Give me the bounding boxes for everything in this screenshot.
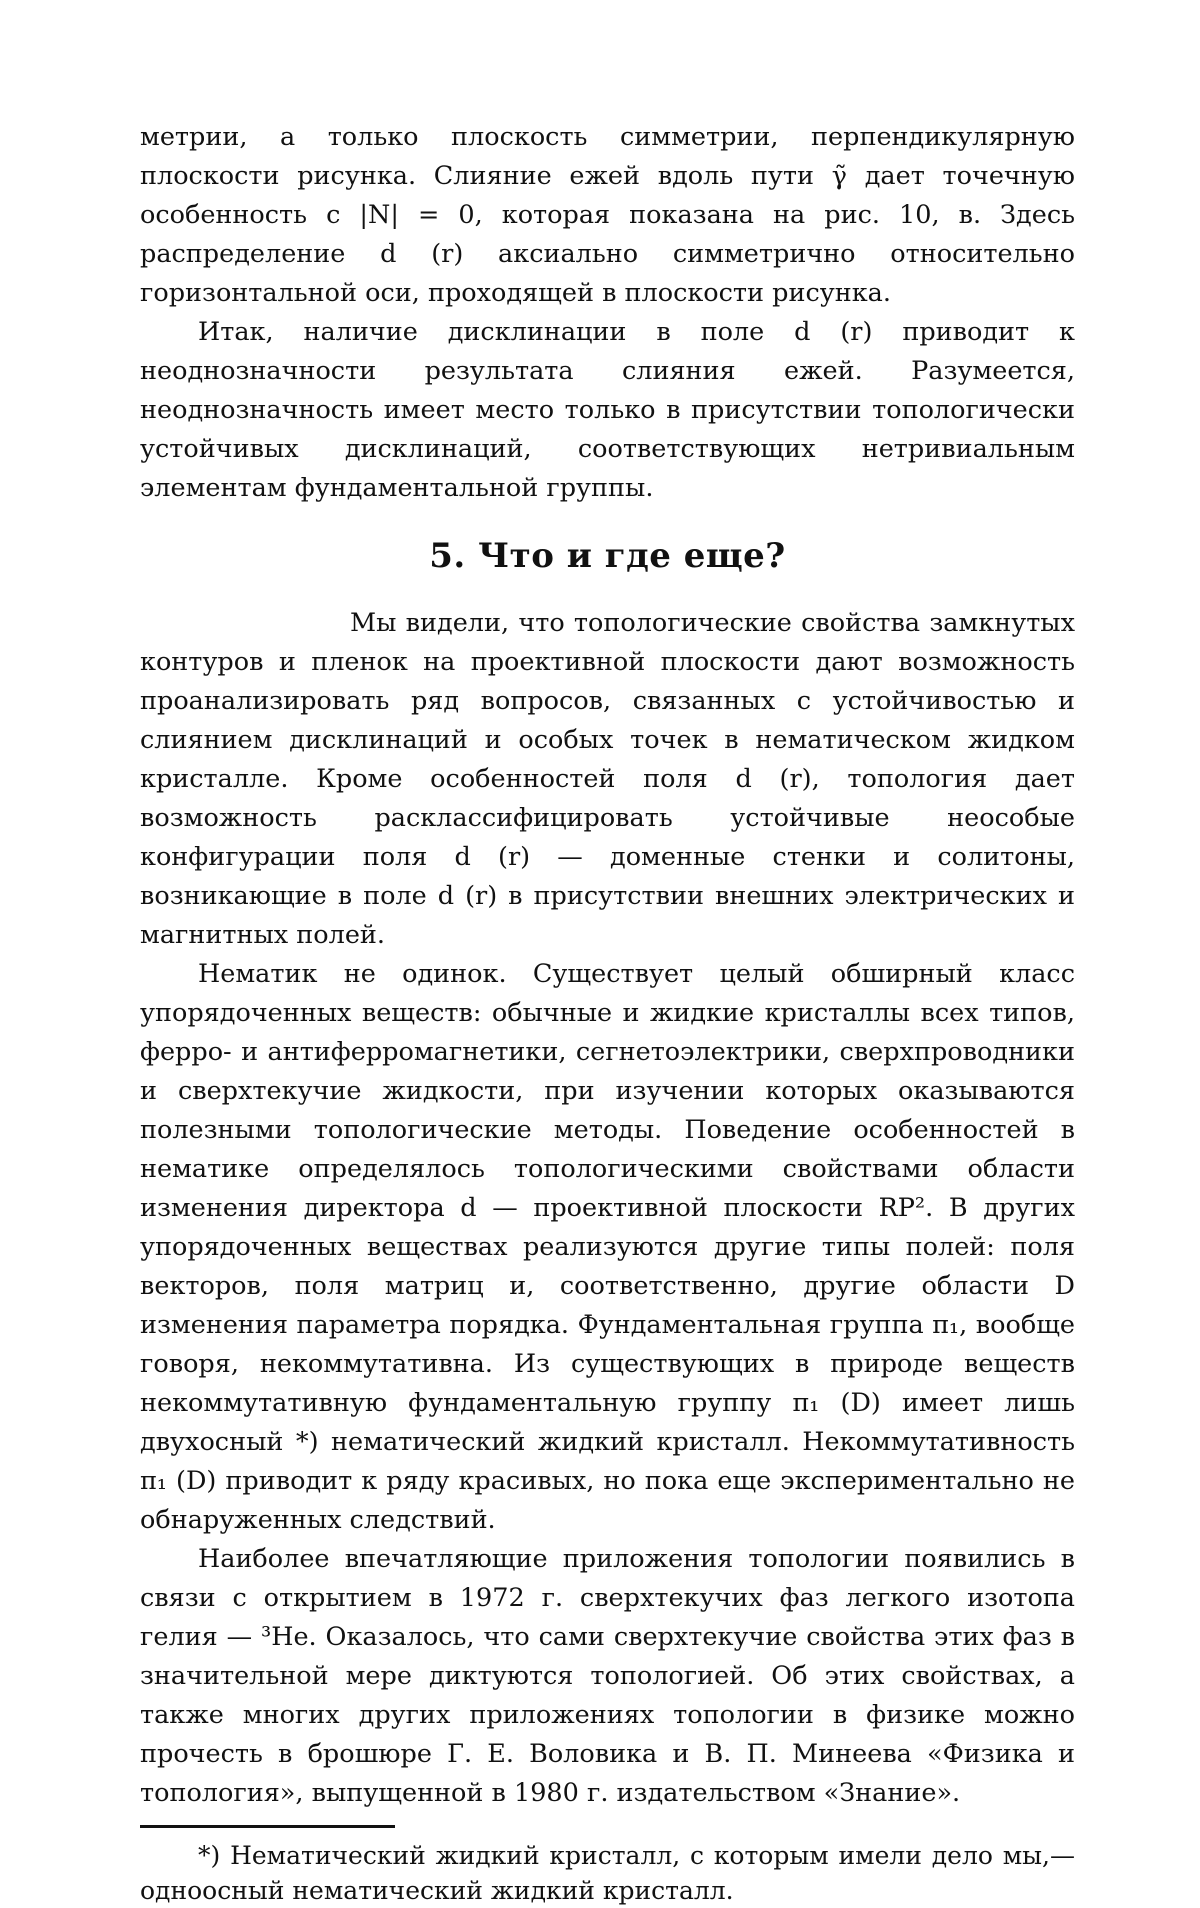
section-title: 5. Что и где еще?: [140, 534, 1075, 578]
paragraph-conclusion: Итак, наличие дисклинации в поле d (r) приводит к неоднозначности результата слияния ежей. Разумеется, неоднозначность имеет место только в присутствии топологически устойчивых дисклинаций, соответствующих нетривиальным элементам фундаментальной группы.: [140, 313, 1075, 508]
section-paragraph-1: Мы видели, что топологические свойства замкнутых контуров и пленок на проективной плоскости дают возможность проанализировать ряд вопросов, связанных с устойчивостью и слиянием дисклинаций и особых точек в нематическом жидком кристалле. Кроме особенностей поля d (r), топология дает возможность расклассифицировать устойчивые неособые конфигурации поля d (r) — доменные стенки и солитоны, возникающие в поле d (r) в присутствии внешних электрических и магнитных полей.: [140, 604, 1075, 955]
section-paragraph-3: Наиболее впечатляющие приложения топологии появились в связи с открытием в 1972 г. сверхтекучих фаз легкого изотопа гелия — ³He. Оказалось, что сами сверхтекучие свойства этих фаз в значительной мере диктуются топологией. Об этих свойствах, а также многих других приложениях топологии в физике можно прочесть в брошюре Г. Е. Воловика и В. П. Минеева «Физика и топология», выпущенной в 1980 г. издательством «Знание».: [140, 1540, 1075, 1813]
footnote-divider: [140, 1825, 395, 1828]
paragraph-continued: метрии, а только плоскость симметрии, перпендикулярную плоскости рисунка. Слияние ежей вдоль пути γ̃ дает точечную особенность с |N| = 0, которая показана на рис. 10, в. Здесь распределение d (r) аксиально симметрично относительно горизонтальной оси, проходящей в плоскости рисунка.: [140, 118, 1075, 313]
section-paragraph-2: Нематик не одинок. Существует целый обширный класс упорядоченных веществ: обычные и жидкие кристаллы всех типов, ферро- и антиферромагнетики, сегнетоэлектрики, сверхпроводники и сверхтекучие жидкости, при изучении которых оказываются полезными топологические методы. Поведение особенностей в нематике определялось топологическими свойствами области изменения директора d — проективной плоскости RP². В других упорядоченных веществах реализуются другие типы полей: поля векторов, поля матриц и, соответственно, другие области D изменения параметра порядка. Фундаментальная группа π₁, вообще говоря, некоммутативна. Из существующих в природе веществ некоммутативную фундаментальную группу π₁ (D) имеет лишь двухосный *) нематический жидкий кристалл. Некоммутативность π₁ (D) приводит к ряду красивых, но пока еще экспериментально не обнаруженных следствий.: [140, 955, 1075, 1540]
footnote: *) Нематический жидкий кристалл, с которым имели дело мы,— одноосный нематический жидкий кристалл.: [140, 1838, 1075, 1908]
book-page: [140, 118, 1075, 1908]
